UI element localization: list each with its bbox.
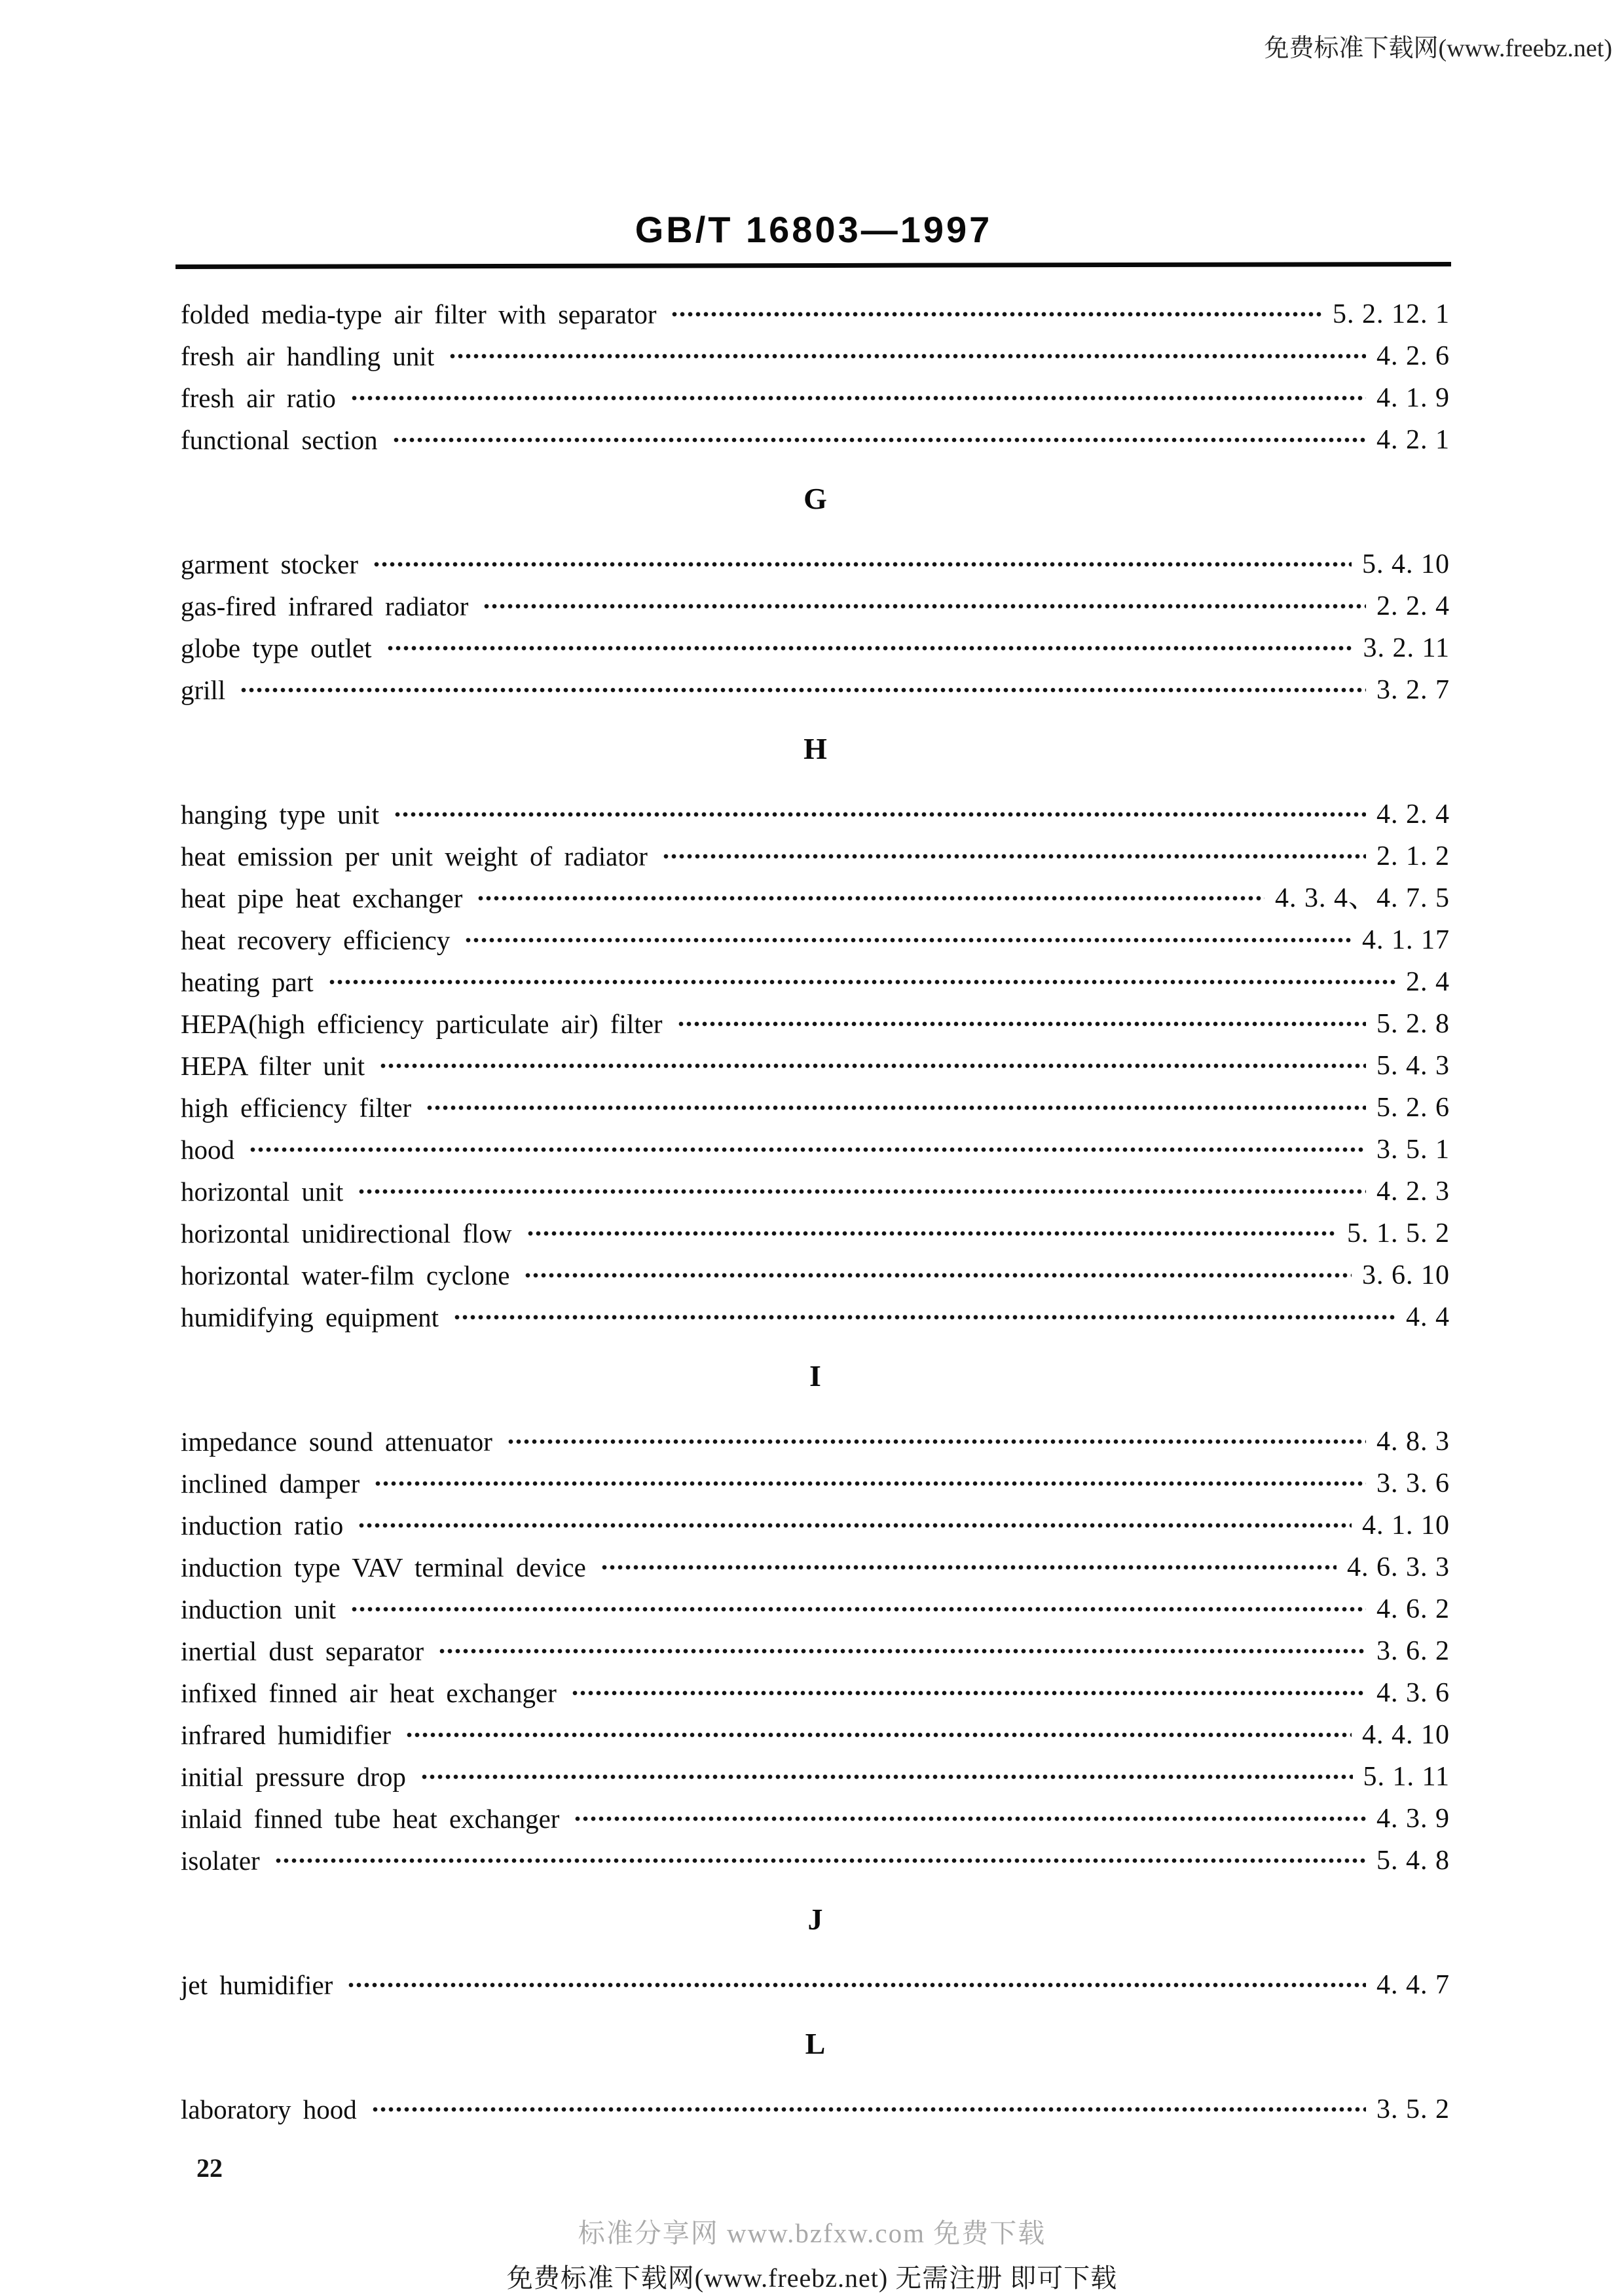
index-term: infrared humidifier xyxy=(181,1719,392,1750)
index-ref: 4. 2. 1 xyxy=(1376,425,1450,455)
index-ref: 5. 2. 12. 1 xyxy=(1333,299,1450,329)
index-term: impedance sound attenuator xyxy=(181,1426,492,1457)
index-term: globe type outlet xyxy=(181,632,372,663)
index-term: infixed finned air heat exchanger xyxy=(181,1677,557,1708)
section-letter-J: J xyxy=(807,1903,823,1936)
index-ref: 3. 5. 1 xyxy=(1376,1135,1450,1165)
index-term: inlaid finned tube heat exchanger xyxy=(181,1803,560,1834)
dot-leader xyxy=(420,1764,1353,1790)
index-entry xyxy=(181,1546,1450,1588)
dot-leader xyxy=(392,427,1366,453)
index-entry xyxy=(181,1296,1450,1338)
index-entry xyxy=(181,627,1450,669)
dot-leader xyxy=(373,551,1352,577)
index-term: grill xyxy=(181,674,226,705)
index-ref: 4. 2. 4 xyxy=(1376,799,1450,829)
title-rule xyxy=(175,262,1451,269)
section-letter-L: L xyxy=(805,2027,826,2060)
index-term: garment stocker xyxy=(181,549,358,579)
index-ref: 5. 2. 8 xyxy=(1376,1009,1450,1039)
index-entry xyxy=(181,2088,1450,2130)
dot-leader xyxy=(358,1512,1352,1539)
index-ref: 4. 1. 9 xyxy=(1376,383,1450,413)
index-entry xyxy=(181,293,1450,335)
dot-leader xyxy=(358,1178,1366,1205)
dot-leader xyxy=(453,1304,1395,1330)
index-ref: 4. 4. 7 xyxy=(1376,1970,1450,2000)
index-term: fresh air ratio xyxy=(181,382,336,413)
index-list xyxy=(181,293,1450,2130)
index-entry xyxy=(181,1129,1450,1171)
index-term: hood xyxy=(181,1134,234,1165)
dot-leader xyxy=(379,1053,1366,1079)
index-term: inertial dust separator xyxy=(181,1635,424,1666)
index-term: induction unit xyxy=(181,1594,336,1624)
index-term: horizontal unidirectional flow xyxy=(181,1218,512,1248)
index-ref: 3. 6. 10 xyxy=(1362,1260,1450,1290)
index-term: jet humidifier xyxy=(181,1969,333,2000)
title-block xyxy=(177,208,1450,251)
index-entry xyxy=(181,1254,1450,1296)
dot-leader xyxy=(671,301,1322,327)
index-term: induction type VAV terminal device xyxy=(181,1552,586,1582)
index-term: HEPA(high efficiency particulate air) filter xyxy=(181,1008,663,1039)
index-ref: 3. 5. 2 xyxy=(1376,2094,1450,2124)
standard-number-title: GB/T 16803—1997 xyxy=(635,209,993,250)
dot-leader xyxy=(677,1011,1366,1037)
index-entry xyxy=(181,377,1450,419)
index-term: horizontal unit xyxy=(181,1176,344,1207)
index-term: folded media-type air filter with separator xyxy=(181,299,657,329)
index-entry xyxy=(181,835,1450,877)
index-entry xyxy=(181,1087,1450,1129)
dot-leader xyxy=(438,1638,1366,1664)
index-entry xyxy=(181,1798,1450,1840)
index-ref: 4. 6. 3. 3 xyxy=(1347,1552,1450,1582)
index-ref: 3. 2. 7 xyxy=(1376,675,1450,705)
index-ref: 3. 2. 11 xyxy=(1363,633,1450,663)
dot-leader xyxy=(524,1262,1352,1288)
index-ref: 4. 3. 4、4. 7. 5 xyxy=(1274,883,1450,913)
dot-leader xyxy=(374,1470,1366,1497)
index-entry xyxy=(181,335,1450,377)
index-ref: 5. 4. 10 xyxy=(1362,549,1450,579)
index-ref: 5. 1. 11 xyxy=(1363,1762,1450,1792)
index-entry xyxy=(181,1964,1450,2006)
index-ref: 4. 3. 6 xyxy=(1376,1678,1450,1708)
index-entry xyxy=(181,1463,1450,1504)
index-ref: 4. 4. 10 xyxy=(1362,1720,1450,1750)
index-entry xyxy=(181,1714,1450,1756)
index-ref: 4. 4 xyxy=(1406,1302,1450,1332)
index-ref: 4. 8. 3 xyxy=(1376,1427,1450,1457)
dot-leader xyxy=(347,1972,1366,1998)
index-term: heat emission per unit weight of radiator xyxy=(181,841,648,871)
index-entry xyxy=(181,1756,1450,1798)
index-term: isolater xyxy=(181,1845,260,1876)
index-ref: 4. 1. 17 xyxy=(1362,925,1450,955)
section-letter-G: G xyxy=(803,482,827,515)
index-entry xyxy=(181,919,1450,961)
dot-leader xyxy=(662,843,1366,869)
index-term: induction ratio xyxy=(181,1510,344,1540)
bottom-watermark: 免费标准下载网(www.freebz.net) 无需注册 即可下载 xyxy=(506,2263,1118,2293)
index-entry xyxy=(181,585,1450,627)
section-letter-H: H xyxy=(803,732,827,765)
index-term: fresh air handling unit xyxy=(181,340,435,371)
dot-leader xyxy=(350,1596,1366,1622)
dot-leader xyxy=(574,1806,1366,1832)
index-ref: 4. 1. 10 xyxy=(1362,1510,1450,1540)
dot-leader xyxy=(240,677,1366,703)
dot-leader xyxy=(249,1137,1366,1163)
index-entry xyxy=(181,543,1450,585)
index-ref: 5. 4. 8 xyxy=(1376,1846,1450,1876)
dot-leader xyxy=(600,1554,1337,1580)
index-term: inclined damper xyxy=(181,1468,360,1499)
index-entry xyxy=(181,793,1450,835)
index-ref: 4. 2. 6 xyxy=(1376,341,1450,371)
index-ref: 5. 1. 5. 2 xyxy=(1347,1218,1450,1248)
index-entry xyxy=(181,961,1450,1003)
index-entry xyxy=(181,669,1450,711)
index-term: high efficiency filter xyxy=(181,1092,412,1123)
dot-leader xyxy=(328,969,1395,995)
index-term: initial pressure drop xyxy=(181,1761,406,1792)
index-entry xyxy=(181,1840,1450,1882)
dot-leader xyxy=(274,1848,1366,1874)
index-entry xyxy=(181,1212,1450,1254)
index-term: gas-fired infrared radiator xyxy=(181,591,469,621)
index-term: horizontal water-film cyclone xyxy=(181,1260,510,1290)
dot-leader xyxy=(483,593,1366,619)
index-entry xyxy=(181,877,1450,919)
index-ref: 4. 3. 9 xyxy=(1376,1804,1450,1834)
page-number: 22 xyxy=(196,2153,223,2183)
index-term: HEPA filter unit xyxy=(181,1050,365,1081)
index-entry xyxy=(181,419,1450,461)
dot-leader xyxy=(386,635,1353,661)
index-ref: 2. 1. 2 xyxy=(1376,841,1450,871)
index-term: hanging type unit xyxy=(181,799,379,829)
index-term: heat pipe heat exchanger xyxy=(181,883,463,913)
dot-leader xyxy=(571,1680,1366,1706)
index-ref: 3. 6. 2 xyxy=(1376,1636,1450,1666)
index-entry xyxy=(181,1421,1450,1463)
section-letter-I: I xyxy=(809,1359,821,1393)
index-entry xyxy=(181,1630,1450,1672)
index-term: functional section xyxy=(181,424,378,455)
index-entry xyxy=(181,1003,1450,1045)
index-ref: 4. 6. 2 xyxy=(1376,1594,1450,1624)
index-ref: 2. 4 xyxy=(1406,967,1450,997)
dot-leader xyxy=(477,885,1264,911)
index-entry xyxy=(181,1672,1450,1714)
dot-leader xyxy=(526,1220,1337,1247)
dot-leader xyxy=(464,927,1352,953)
index-entry xyxy=(181,1504,1450,1546)
dot-leader xyxy=(507,1429,1366,1455)
dot-leader xyxy=(426,1095,1366,1121)
dot-leader xyxy=(394,801,1366,828)
dot-leader xyxy=(350,385,1366,411)
index-ref: 5. 4. 3 xyxy=(1376,1051,1450,1081)
index-term: heat recovery efficiency xyxy=(181,924,451,955)
dot-leader xyxy=(371,2096,1366,2123)
index-term: heating part xyxy=(181,966,314,997)
index-ref: 4. 2. 3 xyxy=(1376,1176,1450,1207)
index-entry xyxy=(181,1588,1450,1630)
index-entry xyxy=(181,1171,1450,1212)
dot-leader xyxy=(405,1722,1352,1748)
index-term: laboratory hood xyxy=(181,2094,357,2124)
top-watermark: 免费标准下载网(www.freebz.net) xyxy=(1264,35,1612,62)
center-watermark: 标准分享网 www.bzfxw.com 免费下载 xyxy=(578,2218,1046,2248)
index-ref: 5. 2. 6 xyxy=(1376,1093,1450,1123)
index-term: humidifying equipment xyxy=(181,1302,439,1332)
index-ref: 3. 3. 6 xyxy=(1376,1468,1450,1499)
dot-leader xyxy=(449,343,1366,369)
index-entry xyxy=(181,1045,1450,1087)
index-ref: 2. 2. 4 xyxy=(1376,591,1450,621)
